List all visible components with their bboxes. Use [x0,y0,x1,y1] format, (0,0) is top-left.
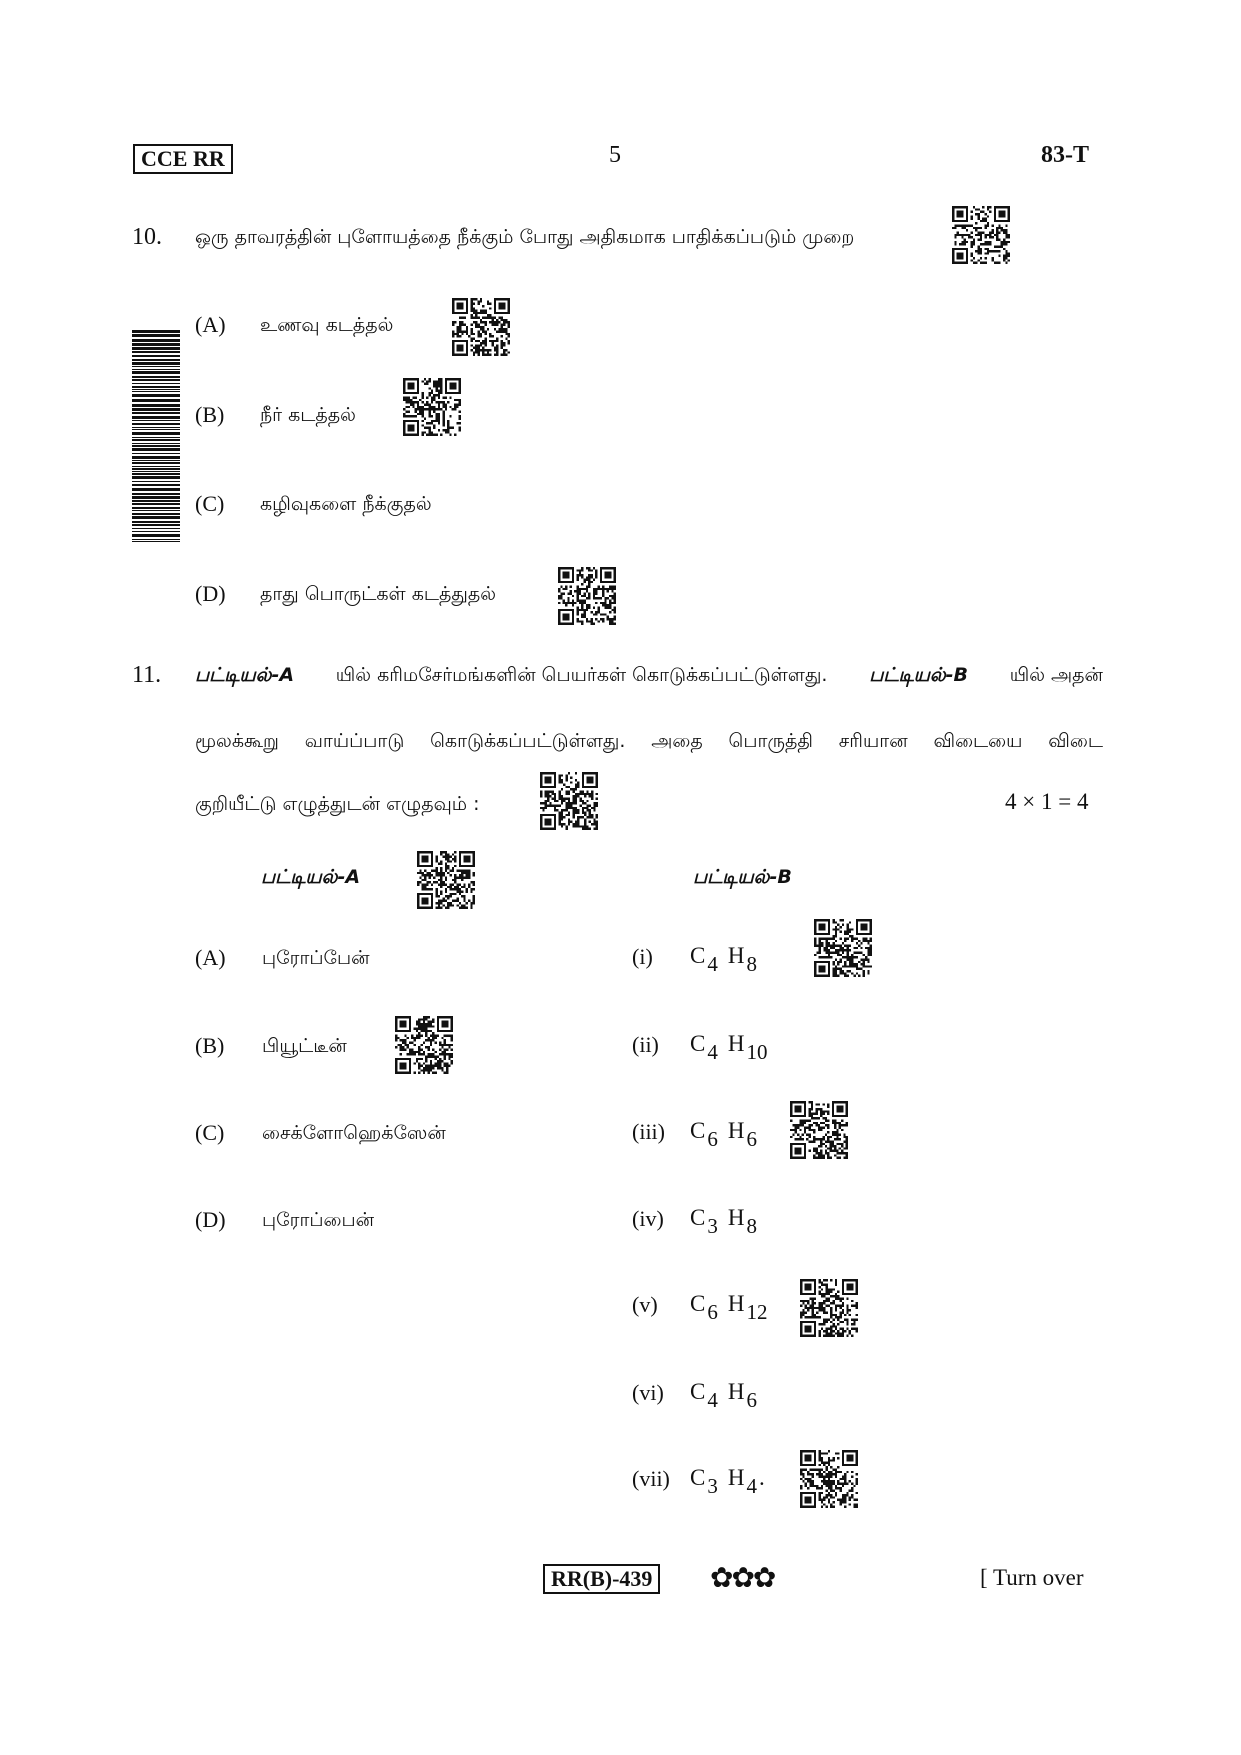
qr-code [952,206,1010,264]
question-11-line-1-part2: யில் அதன் [1009,664,1103,686]
hydrogen-count: 4 [746,1474,757,1498]
carbon-symbol: C [690,1465,706,1490]
question-10-text: ஒரு தாவரத்தின் புளோயத்தை நீக்கும் போது அதிகமாக பாதிக்கப்படும் முறை [195,226,855,248]
q10-option-d-label: (D) [195,581,226,606]
carbon-count: 3 [707,1214,718,1238]
carbon-count: 4 [707,1040,718,1064]
hydrogen-symbol: H [727,1465,745,1490]
hydrogen-count: 12 [746,1300,768,1324]
qr-code [790,1101,848,1159]
side-barcode [132,330,180,542]
list-b-formula [690,1205,759,1239]
carbon-symbol: C [690,1205,706,1230]
hydrogen-count: 6 [746,1388,757,1412]
list-b-item-label: (iii) [632,1119,665,1144]
list-a-item-text: புரோப்பைன் [262,1209,375,1231]
footer-code: RR(B)-439 [551,1566,653,1591]
list-b-item-label: (vi) [632,1380,664,1405]
q10-option-b-text: நீர் கடத்தல் [260,404,356,426]
list-a-item-label: (C) [195,1120,225,1145]
list-b-formula [690,1465,765,1499]
qr-code [558,567,616,625]
hydrogen-symbol: H [727,943,745,968]
question-11-line-3: குறியீட்டு எழுத்துடன் எழுதவும் : [195,793,480,815]
carbon-count: 4 [707,952,718,976]
list-b-item-label: (v) [632,1292,658,1317]
qr-code [403,378,461,436]
formula-end-mark: . [758,1465,765,1490]
footer-code-box [543,1564,660,1594]
list-b-formula [690,1291,769,1325]
turn-over-label: [ Turn over [980,1565,1084,1590]
qr-code [814,919,872,977]
carbon-symbol: C [690,1118,706,1143]
list-a-item-text: பியூட்டீன் [262,1035,347,1057]
paper-code: 83-T [1041,142,1089,168]
list-b-item-label: (iv) [632,1206,664,1231]
list-b-item-label: (ii) [632,1032,659,1057]
list-b-formula [690,943,759,977]
q10-option-c-label: (C) [195,491,225,516]
q10-option-b-label: (B) [195,402,225,427]
page-number: 5 [609,142,621,168]
list-b-formula [690,1031,769,1065]
qr-code [800,1450,858,1508]
hydrogen-symbol: H [727,1118,745,1143]
exam-code-box [133,144,233,174]
qr-code [540,772,598,830]
question-11-line-2: மூலக்கூறு வாய்ப்பாடு கொடுக்கப்பட்டுள்ளது. அதை பொருத்தி சரியான விடையை விடை [195,730,1103,752]
list-a-item-label: (D) [195,1207,226,1232]
list-b-item-label: (i) [632,944,653,969]
qr-code [800,1279,858,1337]
list-b-formula [690,1118,759,1152]
hydrogen-symbol: H [727,1205,745,1230]
carbon-symbol: C [690,943,706,968]
list-a-ref: பட்டியல்-A [195,664,295,686]
qr-code [417,851,475,909]
q10-option-c-text: கழிவுகளை நீக்குதல் [260,493,432,515]
list-b-ref: பட்டியல்-B [869,664,969,686]
list-b-item-label: (vii) [632,1466,670,1491]
carbon-count: 4 [707,1388,718,1412]
exam-code: CCE RR [141,146,225,171]
footer-ornament: ✿✿✿ [710,1561,775,1594]
list-a-item-text: சைக்ளோஹெக்ஸேன் [262,1122,446,1144]
list-a-item-label: (B) [195,1033,225,1058]
hydrogen-symbol: H [727,1379,745,1404]
carbon-count: 6 [707,1300,718,1324]
question-11-number: 11. [132,662,162,688]
hydrogen-symbol: H [727,1291,745,1316]
list-b-title: பட்டியல்-B [693,866,792,888]
marks: 4 × 1 = 4 [1005,789,1089,814]
hydrogen-count: 10 [746,1040,768,1064]
list-a-title: பட்டியல்-A [261,866,361,888]
question-10-number: 10. [132,224,162,250]
carbon-symbol: C [690,1291,706,1316]
list-b-formula [690,1379,759,1413]
q10-option-a-text: உணவு கடத்தல் [260,314,394,336]
q10-option-a-label: (A) [195,312,226,337]
hydrogen-symbol: H [727,1031,745,1056]
list-a-item-label: (A) [195,945,226,970]
qr-code [452,298,510,356]
question-11-line-1-part1: யில் கரிமசேர்மங்களின் பெயர்கள் கொடுக்கப்பட்டுள்ளது. [335,664,828,686]
question-11-line-1 [195,664,1103,689]
q10-option-d-text: தாது பொருட்கள் கடத்துதல் [260,583,497,605]
hydrogen-count: 8 [746,1214,757,1238]
list-a-item-text: புரோப்பேன் [262,947,370,969]
qr-code [395,1016,453,1074]
carbon-count: 6 [707,1127,718,1151]
carbon-symbol: C [690,1031,706,1056]
hydrogen-count: 6 [746,1127,757,1151]
hydrogen-count: 8 [746,952,757,976]
carbon-symbol: C [690,1379,706,1404]
carbon-count: 3 [707,1474,718,1498]
